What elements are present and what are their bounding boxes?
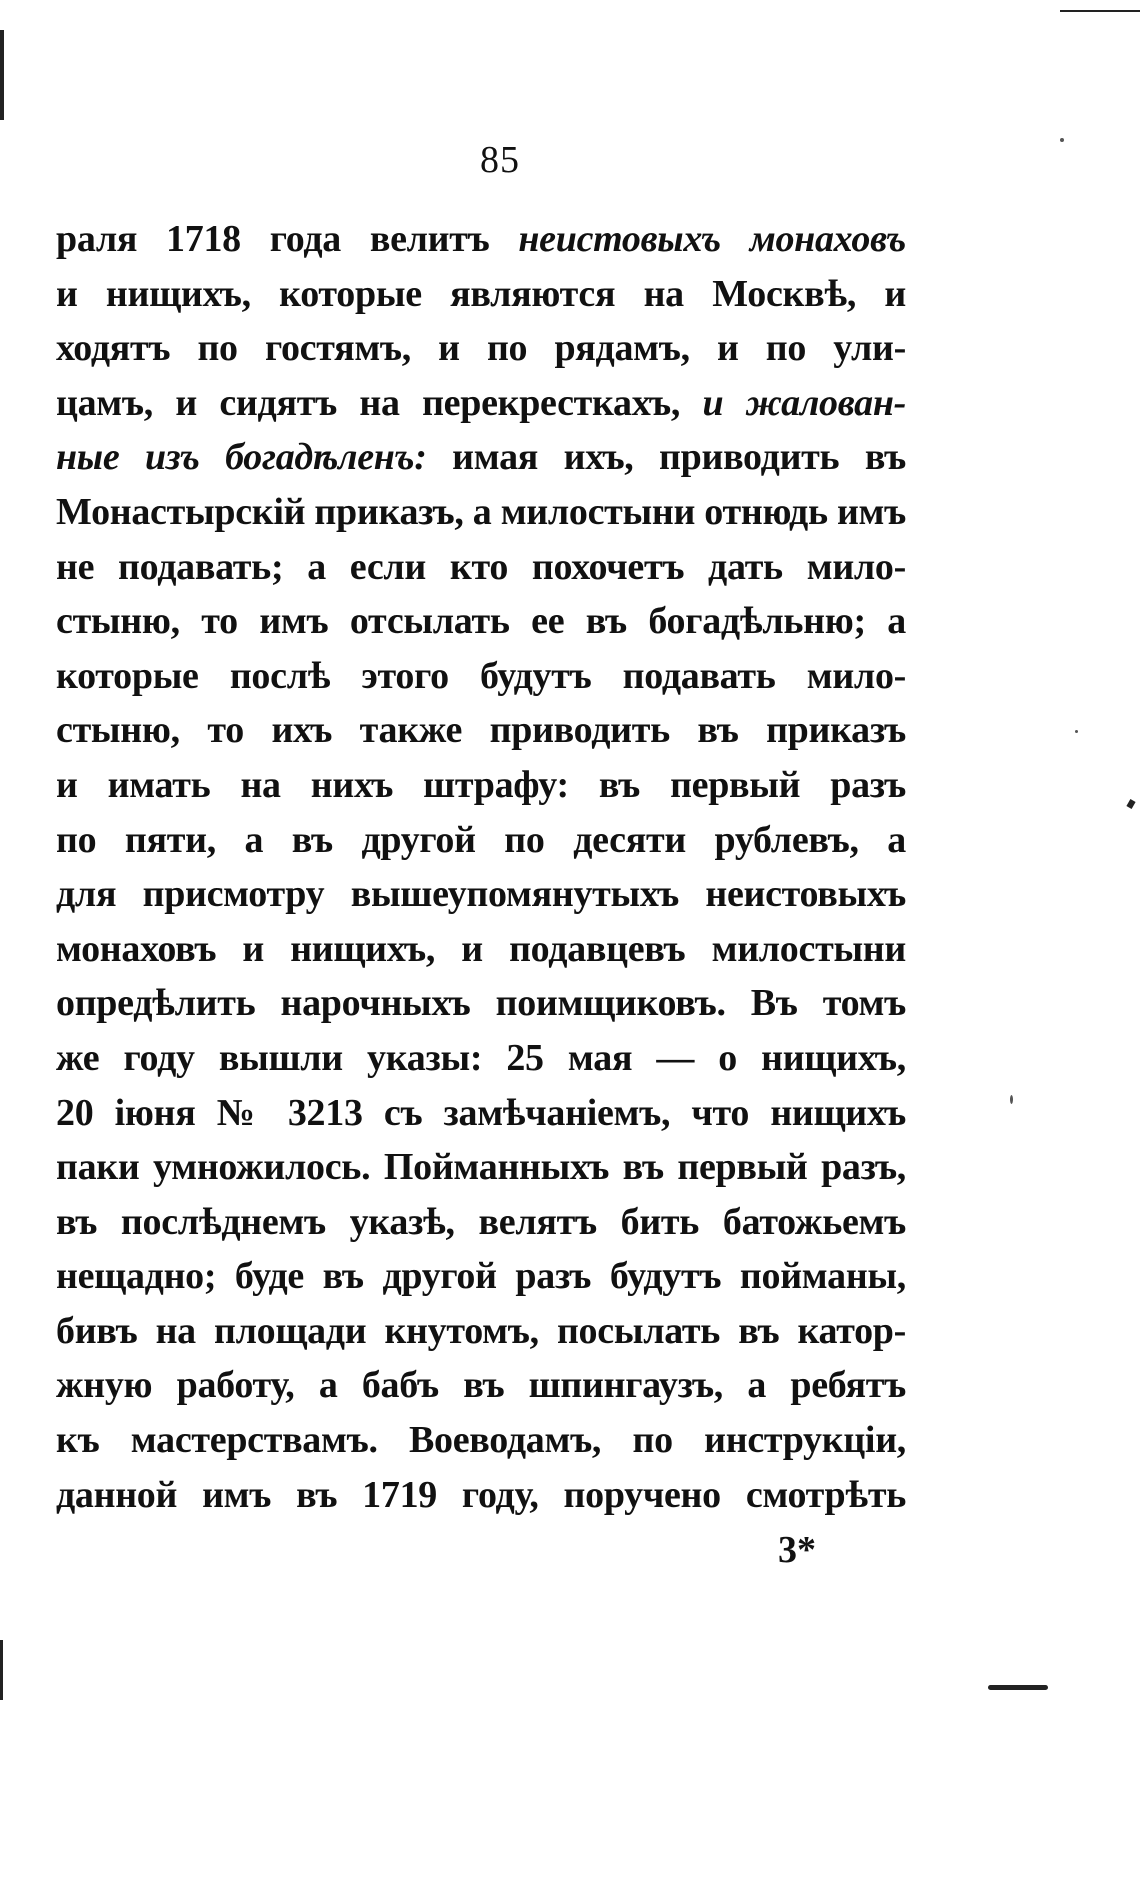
text-segment: не подавать; а если кто похочетъ дать мило- bbox=[56, 545, 906, 588]
text-segment: Монастырскій приказъ, а милостыни отнюдь имъ bbox=[56, 490, 906, 533]
text-segment: раля 1718 года велитъ bbox=[56, 218, 519, 260]
text-segment: стыню, то ихъ также приводить въ приказъ bbox=[56, 709, 906, 752]
left-edge-mark bbox=[0, 30, 4, 120]
text-segment: жную работу, а бабъ въ шпингаузъ, а ребятъ bbox=[56, 1364, 906, 1407]
text-segment: и имать на нихъ штрафу: въ первый разъ bbox=[56, 763, 906, 806]
top-right-edge-line bbox=[1060, 10, 1140, 12]
text-line bbox=[56, 376, 906, 431]
text-segment: бивъ на площади кнутомъ, посылать въ катор- bbox=[56, 1309, 906, 1352]
signature-mark: 3* bbox=[778, 1529, 816, 1571]
text-line bbox=[56, 1195, 906, 1250]
right-margin-dash bbox=[988, 1685, 1048, 1690]
text-line bbox=[56, 267, 906, 322]
text-segment: паки умножилось. Пойманныхъ въ первый разъ, bbox=[56, 1146, 906, 1189]
text-line bbox=[56, 867, 906, 922]
text-segment: въ послѣднемъ указѣ, велятъ бить батожьемъ bbox=[56, 1200, 906, 1243]
text-segment: которые послѣ этого будутъ подавать мило- bbox=[56, 654, 906, 697]
body-text bbox=[56, 212, 906, 1522]
text-segment: ходятъ по гостямъ, и по рядамъ, и по ули- bbox=[56, 327, 906, 370]
margin-speck bbox=[1010, 1095, 1013, 1104]
text-line bbox=[56, 976, 906, 1031]
text-line bbox=[56, 1468, 906, 1523]
text-segment: же году вышли указы: 25 мая — о нищихъ, bbox=[56, 1036, 906, 1079]
text-line bbox=[56, 813, 906, 868]
margin-speck bbox=[1060, 138, 1064, 142]
text-line bbox=[56, 594, 906, 649]
text-segment: и нищихъ, которые являются на Москвѣ, и bbox=[56, 272, 906, 315]
text-segment: по пяти, а въ другой по десяти рублевъ, а bbox=[56, 818, 906, 861]
text-line bbox=[56, 540, 906, 595]
text-line bbox=[56, 758, 906, 813]
text-line bbox=[56, 485, 906, 540]
text-line bbox=[56, 212, 906, 267]
text-segment: имая ихъ, приводить въ bbox=[426, 436, 907, 479]
text-segment: 20 іюня № 3213 съ замѣчаніемъ, что нищихъ bbox=[56, 1091, 906, 1134]
text-line bbox=[56, 703, 906, 758]
text-segment: для присмотру вышеупомянутыхъ неистовыхъ bbox=[56, 873, 906, 916]
text-segment: данной имъ въ 1719 году, поручено смотрѣть bbox=[56, 1473, 906, 1516]
page-number: 85 bbox=[480, 139, 520, 181]
text-line bbox=[56, 1304, 906, 1359]
text-line bbox=[56, 1413, 906, 1468]
text-line bbox=[56, 321, 906, 376]
italic-text: неистовыхъ монаховъ bbox=[518, 218, 907, 260]
text-line bbox=[56, 1086, 906, 1141]
text-line bbox=[56, 1249, 906, 1304]
text-segment: опредѣлить нарочныхъ поимщиковъ. Въ томъ bbox=[56, 982, 906, 1025]
right-edge-speck bbox=[1126, 799, 1135, 809]
text-segment: монаховъ и нищихъ, и подавцевъ милостыни bbox=[56, 927, 906, 970]
text-line bbox=[56, 649, 906, 704]
italic-text: ные изъ богадѣленъ: bbox=[56, 436, 427, 479]
left-edge-mark-lower bbox=[0, 1640, 3, 1700]
text-segment: цамъ, и сидятъ на перекресткахъ, bbox=[56, 381, 703, 424]
margin-speck bbox=[1075, 730, 1078, 733]
text-line bbox=[56, 430, 906, 485]
text-segment: стыню, то имъ отсылать ее въ богадѣльню; а bbox=[56, 600, 906, 643]
text-line bbox=[56, 1140, 906, 1195]
text-segment: къ мастерствамъ. Воеводамъ, по инструкціи, bbox=[56, 1419, 906, 1462]
text-segment: нещадно; буде въ другой разъ будутъ пойманы, bbox=[56, 1255, 906, 1298]
text-line bbox=[56, 922, 906, 977]
text-line bbox=[56, 1358, 906, 1413]
italic-text: и жалован- bbox=[702, 381, 906, 424]
text-line bbox=[56, 1031, 906, 1086]
